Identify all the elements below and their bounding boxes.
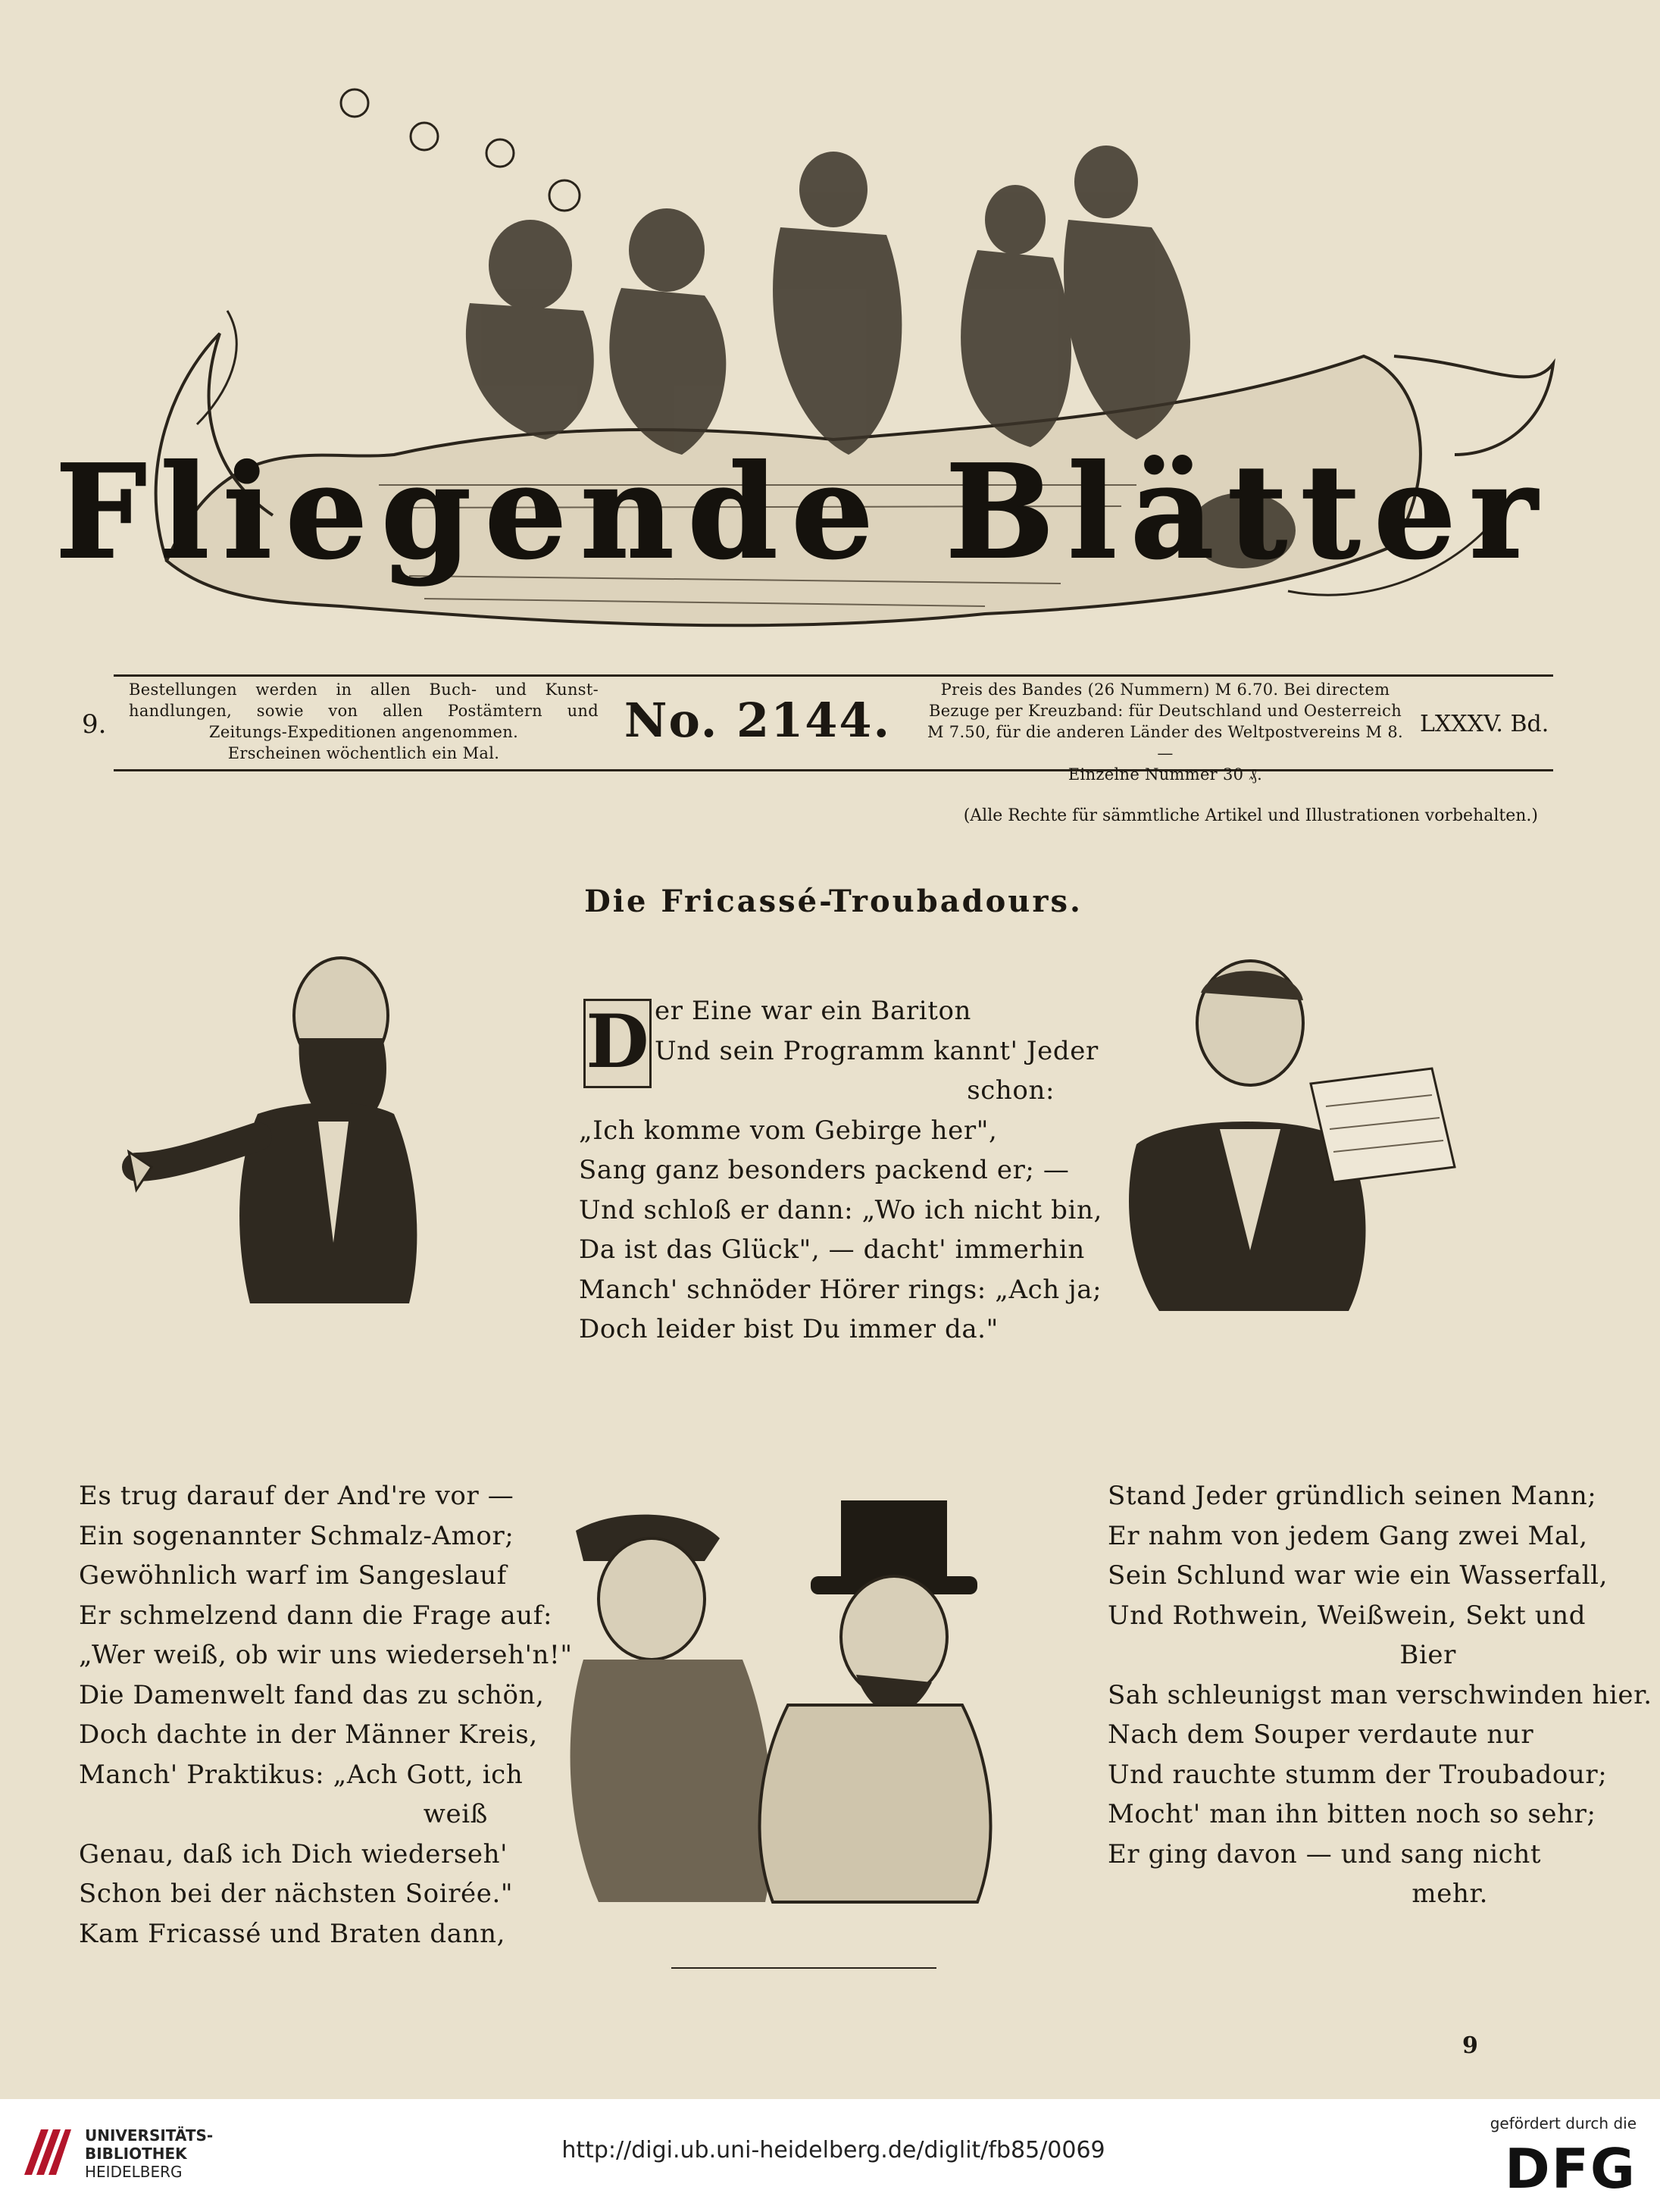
verse-line: weiß (423, 1799, 488, 1829)
orders-line: Bestellungen werden in allen Buch- und Kunst- (129, 680, 599, 699)
illustration-two-troubadours (553, 1493, 1038, 1917)
verse-line: Es trug darauf der And're vor — (79, 1481, 514, 1511)
volume-label: LXXXV. Bd. (1420, 711, 1549, 737)
verse-line: schon: (967, 1075, 1055, 1106)
verse-line: Doch leider bist Du immer da." (579, 1314, 999, 1344)
verse-line: Schon bei der nächsten Soirée." (79, 1879, 514, 1909)
illustration-bearded-singer (121, 940, 515, 1334)
library-name-line: UNIVERSITÄTS- (85, 2126, 214, 2145)
verse-line: Doch dachte in der Männer Kreis, (79, 1719, 538, 1750)
verse-line: Sein Schlund war wie ein Wasserfall, (1108, 1560, 1608, 1591)
page-url-link[interactable]: http://digi.ub.uni-heidelberg.de/diglit/fb85/0069 (561, 2137, 1105, 2164)
verse-line: Genau, daß ich Dich wiederseh' (79, 1838, 508, 1869)
header-left-number: 9. (82, 709, 107, 740)
price-line: M 7.50, für die anderen Länder des Weltpostvereins M 8.— (927, 723, 1403, 762)
price-line: Einzelne Nummer 30 ₰. (1068, 765, 1263, 784)
verse-line: Kam Fricassé und Braten dann, (79, 1918, 505, 1949)
digital-library-footer (0, 2099, 1660, 2212)
funded-by-text: gefördert durch die (1490, 2114, 1637, 2132)
masthead-title: Fliegende Blätter (55, 436, 1552, 588)
verse-line: Sang ganz besonders packend er; — (579, 1155, 1070, 1185)
masthead-illustration (0, 0, 1660, 667)
stanza-3 (1108, 1476, 1652, 1914)
price-info (923, 679, 1408, 785)
verse-line: Er nahm von jedem Gang zwei Mal, (1108, 1520, 1588, 1551)
end-rule (671, 1967, 936, 1969)
university-logo-icon (18, 2122, 71, 2182)
drop-initial: D (583, 999, 652, 1088)
page-number: 9 (1462, 2032, 1478, 2059)
illustration-singer-with-sheet (1076, 947, 1470, 1326)
verse-line: Und sein Programm kannt' Jeder (655, 1035, 1099, 1066)
rights-note: (Alle Rechte für sämmtliche Artikel und Illustrationen vorbehalten.) (963, 806, 1538, 825)
verse-line: Ein sogenannter Schmalz-Amor; (79, 1520, 514, 1551)
verse-line: „Wer weiß, ob wir uns wiederseh'n!" (79, 1640, 573, 1670)
stanza-2 (79, 1476, 573, 1954)
library-name-line: BIBLIOTHEK (85, 2145, 187, 2163)
price-line: Preis des Bandes (26 Nummern) M 6.70. Bei directem (940, 680, 1390, 699)
verse-line: Und rauchte stumm der Troubadour; (1108, 1759, 1608, 1790)
verse-line: Manch' Praktikus: „Ach Gott, ich (79, 1759, 524, 1790)
verse-line: Manch' schnöder Hörer rings: „Ach ja; (579, 1274, 1102, 1305)
stanza-1 (579, 991, 1102, 1350)
verse-line: Er ging davon — und sang nicht (1108, 1838, 1542, 1869)
header-top-rule (114, 674, 1553, 677)
verse-line: mehr. (1411, 1879, 1488, 1909)
verse-line: er Eine war ein Bariton (655, 996, 972, 1026)
verse-line: Sah schleunigst man verschwinden hier. (1108, 1679, 1652, 1710)
library-name (85, 2126, 213, 2181)
orders-line: handlungen, sowie von allen Postämtern und (129, 702, 599, 720)
verse-line: Stand Jeder gründlich seinen Mann; (1108, 1481, 1597, 1511)
dfg-logo: DFG (1504, 2137, 1637, 2201)
verse-line: Bier (1399, 1640, 1456, 1670)
orders-line: Erscheinen wöchentlich ein Mal. (227, 744, 500, 762)
verse-line: „Ich komme vom Gebirge her", (579, 1115, 998, 1146)
price-line: Bezuge per Kreuzband: für Deutschland und Oesterreich (928, 702, 1402, 720)
library-name-line: HEIDELBERG (85, 2163, 183, 2181)
verse-line: Nach dem Souper verdaute nur (1108, 1719, 1534, 1750)
verse-line: Und Rothwein, Weißwein, Sekt und (1108, 1600, 1587, 1631)
verse-line: Gewöhnlich warf im Sangeslauf (79, 1560, 507, 1591)
verse-line: Und schloß er dann: „Wo ich nicht bin, (579, 1194, 1102, 1225)
verse-line: Mocht' man ihn bitten noch so sehr; (1108, 1799, 1596, 1829)
verse-line: Da ist das Glück", — dacht' immerhin (579, 1234, 1085, 1265)
verse-line: Die Damenwelt fand das zu schön, (79, 1679, 545, 1710)
orders-info (129, 679, 599, 764)
issue-number: No. 2144. (624, 693, 892, 748)
orders-line: Zeitungs-Expeditionen angenommen. (208, 723, 519, 741)
verse-line: Er schmelzend dann die Frage auf: (79, 1600, 553, 1631)
poem-title: Die Fricassé-Troubadours. (584, 884, 1083, 919)
